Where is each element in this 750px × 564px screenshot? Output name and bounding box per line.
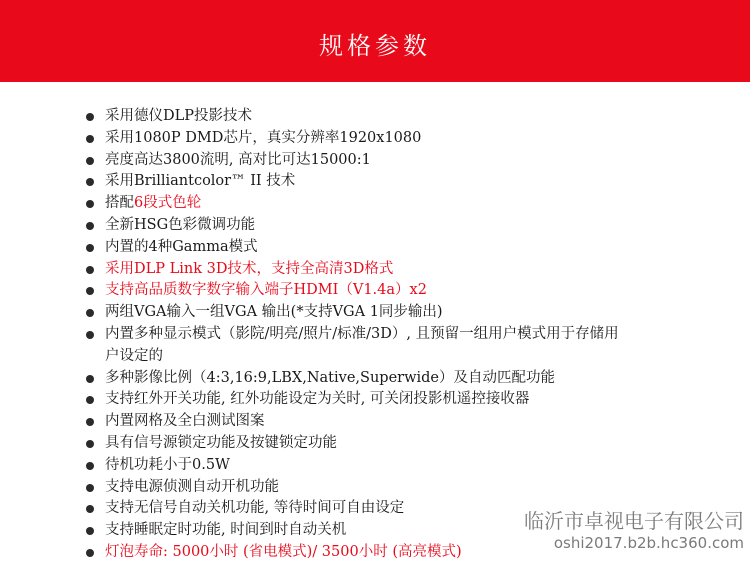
spec-text: 搭配	[105, 195, 134, 212]
spec-text: 采用DLP Link 3D技术，支持全高清3D格式	[105, 260, 394, 277]
spec-item	[0, 302, 750, 324]
spec-text: 采用德仪DLP投影技术	[105, 108, 253, 124]
spec-item	[0, 368, 750, 390]
bullet-icon	[86, 440, 94, 448]
spec-item	[0, 150, 750, 172]
spec-text: 采用Brilliantcolor™ II 技术	[105, 173, 296, 190]
spec-item	[0, 106, 750, 128]
spec-item	[0, 215, 750, 237]
spec-item-highlighted	[0, 280, 750, 302]
bullet-icon	[86, 505, 94, 513]
bullet-icon	[86, 331, 94, 339]
spec-item	[0, 433, 750, 455]
spec-text: 内置的4种Gamma模式	[105, 238, 258, 255]
spec-text: 支持电源侦测自动开机功能	[105, 478, 279, 495]
spec-text: 支持睡眠定时功能, 时间到时自动关机	[105, 522, 347, 539]
page-title: 规格参数	[319, 32, 431, 60]
spec-text: 灯泡寿命: 5000小时 (省电模式)/ 3500小时 (高亮模式)	[105, 543, 462, 560]
spec-text: 两组VGA输入一组VGA 输出(*支持VGA 1同步输出)	[105, 304, 443, 321]
bullet-icon	[86, 157, 94, 165]
spec-list	[0, 106, 750, 564]
spec-item	[0, 128, 750, 150]
spec-item	[0, 477, 750, 499]
spec-text: 多种影像比例（4:3,16:9,LBX,Native,Superwide）及自动匹配功能	[105, 369, 555, 386]
spec-text: 支持无信号自动关机功能, 等待时间可自由设定	[105, 500, 405, 517]
spec-text: 全新HSG色彩微调功能	[105, 216, 256, 233]
bullet-icon	[86, 113, 94, 121]
bullet-icon	[86, 200, 94, 208]
bullet-icon	[86, 244, 94, 252]
bullet-icon	[86, 287, 94, 295]
watermark-url: oshi2017.b2b.hc360.com	[553, 534, 744, 552]
bullet-icon	[86, 484, 94, 492]
spec-text: 采用1080P DMD芯片，真实分辨率1920x1080	[105, 129, 422, 146]
spec-item	[0, 455, 750, 477]
bullet-icon	[86, 396, 94, 404]
spec-item	[0, 237, 750, 259]
spec-text: 待机功耗小于0.5W	[105, 456, 230, 473]
spec-item	[0, 193, 750, 215]
spec-item-highlighted	[0, 259, 750, 281]
spec-item	[0, 411, 750, 433]
spec-highlight-text: 6段式色轮	[134, 195, 202, 212]
spec-text: 支持高品质数字数字输入端子HDMI（V1.4a）x2	[105, 282, 427, 299]
bullet-icon	[86, 178, 94, 186]
bullet-icon	[86, 222, 94, 230]
spec-text: 具有信号源锁定功能及按键锁定功能	[105, 434, 337, 451]
spec-item	[0, 324, 750, 368]
bullet-icon	[86, 418, 94, 426]
bullet-icon	[86, 135, 94, 143]
spec-text: 支持红外开关功能, 红外功能设定为关时, 可关闭投影机遥控接收器	[105, 391, 530, 408]
bullet-icon	[86, 527, 94, 535]
spec-item	[0, 389, 750, 411]
spec-text: 内置多种显示模式（影院/明亮/照片/标准/3D）, 且预留一组用户模式用于存储用户设定的	[105, 325, 619, 364]
bullet-icon	[86, 266, 94, 274]
spec-text: 亮度高达3800流明, 高对比可达15000:1	[105, 151, 371, 168]
spec-item	[0, 171, 750, 193]
bullet-icon	[86, 309, 94, 317]
watermark-company: 临沂市卓视电子有限公司	[524, 509, 744, 533]
spec-text: 内置网格及全白测试图案	[105, 413, 265, 430]
bullet-icon	[86, 462, 94, 470]
bullet-icon	[86, 375, 94, 383]
